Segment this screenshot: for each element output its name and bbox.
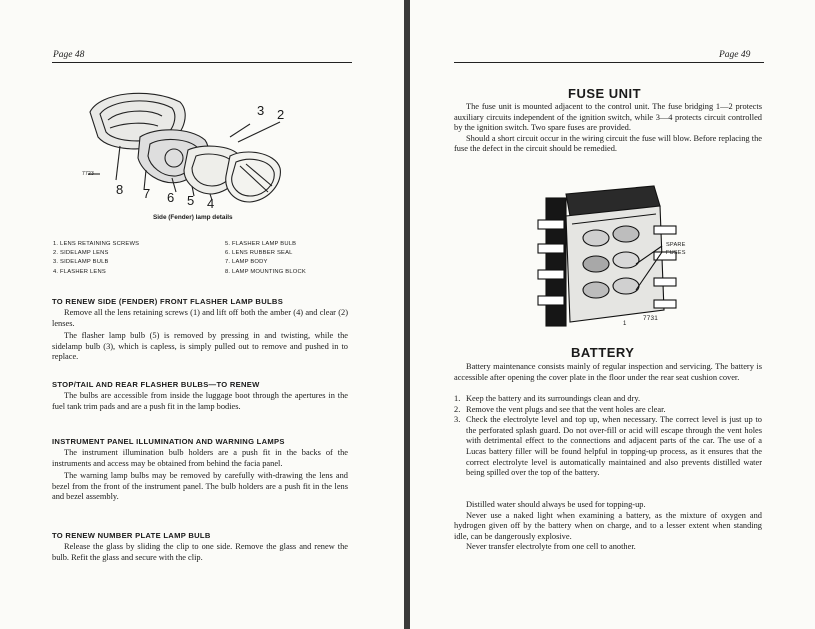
figure-number: 7731: [643, 315, 659, 322]
header-rule: [454, 62, 764, 63]
section-heading: TO RENEW SIDE (FENDER) FRONT FLASHER LAMP BULBS: [52, 297, 284, 306]
legend-item: 1. LENS RETAINING SCREWS: [53, 241, 140, 247]
paragraph: Never transfer electrolyte from one cell to another.: [466, 542, 636, 552]
callout-5: 5: [187, 193, 195, 208]
section-heading: INSTRUMENT PANEL ILLUMINATION AND WARNING LAMPS: [52, 437, 285, 446]
section-body: [52, 542, 348, 563]
legend-item: 6. LENS RUBBER SEAL: [225, 250, 293, 257]
paragraph: The fuse unit is mounted adjacent to the control unit. The fuse bridging 1—2 protects auxiliary circuits independent of the ignition switch, while 3—4 protects circuit controlled by the ignition switch. Two spare fuses are provided.: [454, 102, 762, 133]
legend-item: 2. SIDELAMP LENS: [53, 250, 109, 257]
fuse-unit-title: FUSE UNIT: [568, 86, 642, 101]
paragraph: The flasher lamp bulb (5) is removed by pressing in and twisting, while the sidelamp bulb (3), which is capless, is simply pulled out to remove and pushed in to replace.: [52, 331, 348, 362]
left-page: [0, 0, 404, 629]
step-number: 1.: [454, 394, 461, 403]
right-page: [410, 0, 815, 629]
section-heading: STOP/TAIL AND REAR FLASHER BULBS—TO RENEW: [52, 380, 260, 389]
page-number: Page 49: [719, 50, 751, 60]
paragraph: The warning lamp bulbs may be removed by carefully with-drawing the lens and bezel from the front of the instrument panel. The bulb holders are a push fit in the lens and bezel assembly.: [52, 471, 348, 502]
section-body: [52, 391, 348, 412]
step-text: Keep the battery and its surroundings clean and dry.: [466, 394, 641, 403]
legend-left: [53, 240, 139, 277]
fuse-body: [454, 102, 762, 155]
paragraph: Release the glass by sliding the clip to one side. Remove the glass and renew the bulb. Refit the glass and secure with the clip.: [52, 542, 348, 562]
paragraph: The bulbs are accessible from inside the luggage boot through the apertures in the fuel tank trim pads and are a push fit in the lamp bodies.: [52, 391, 348, 411]
list-item: [454, 394, 762, 405]
paragraph: Never use a naked light when examining a battery, as the mixture of oxygen and hydrogen given off by the battery when on charge, and to a lesser extent when standing idle, can be dangerously explosive.: [454, 510, 762, 541]
paragraph: Should a short circuit occur in the wiring circuit the fuse will blow. Before replacing the fuse the defect in the circuit should be remedied.: [454, 133, 762, 154]
callout-3: 3: [257, 103, 265, 118]
paragraph: Distilled water should always be used for topping-up.: [466, 500, 646, 509]
side-lamp-diagram: [80, 82, 310, 212]
paragraph: The instrument illumination bulb holders are a push fit in the backs of the instruments and access may be obtained from behind the facia panel.: [52, 448, 348, 468]
paragraph: Remove all the lens retaining screws (1) and lift off both the amber (4) and clear (2) lenses.: [52, 308, 348, 328]
spare-fuses-label: [666, 241, 686, 257]
section-body: [52, 448, 348, 503]
figure-small-label: 7723: [82, 171, 94, 177]
header-rule: [52, 62, 352, 63]
callout-6: 6: [167, 190, 175, 205]
battery-title: BATTERY: [571, 345, 635, 360]
battery-intro: [454, 362, 762, 383]
legend-item: 3. SIDELAMP BULB: [53, 259, 109, 266]
step-text: Check the electrolyte level and top up, when necessary. The correct level is just up to the perforated splash guard. Do not over-fill or acid will escape through the vent holes with detrimental effect to the connections and adjacent parts of the car. The use of a Lucas battery filler will be found helpful in topping-up process, as it ensures that the correct electrolyte level is automatically maintained and also prevents distilled water being spilled over the top of the battery.: [466, 415, 762, 478]
callout-8: 8: [116, 182, 124, 197]
legend-item: 4. FLASHER LENS: [53, 268, 106, 275]
list-item: [454, 405, 762, 416]
callout-7: 7: [143, 186, 151, 201]
callout-4: 4: [207, 196, 215, 211]
step-number: 2.: [454, 404, 461, 414]
legend-item: 5. FLASHER LAMP BULB: [225, 241, 297, 247]
battery-closing: [454, 500, 762, 553]
legend-right: [225, 240, 306, 277]
figure-caption: Side (Fender) lamp details: [153, 214, 233, 221]
list-item: [454, 415, 762, 479]
terminal-number: 1: [623, 321, 627, 327]
legend-item: 8. LAMP MOUNTING BLOCK: [225, 268, 306, 275]
spare-label-line: SPARE: [666, 242, 686, 248]
battery-steps: [454, 394, 762, 479]
step-text: Remove the vent plugs and see that the vent holes are clear.: [466, 404, 666, 414]
callout-2: 2: [277, 107, 285, 122]
section-body: [52, 308, 348, 363]
paragraph: Battery maintenance consists mainly of regular inspection and servicing. The battery is accessible after opening the cover plate in the floor under the rear seat cushion cover.: [454, 362, 762, 382]
spare-label-line: FUSES: [666, 250, 686, 256]
section-heading: TO RENEW NUMBER PLATE LAMP BULB: [52, 531, 211, 540]
legend-item: 7. LAMP BODY: [225, 259, 268, 266]
step-number: 3.: [454, 415, 461, 425]
page-number: Page 48: [53, 50, 85, 60]
